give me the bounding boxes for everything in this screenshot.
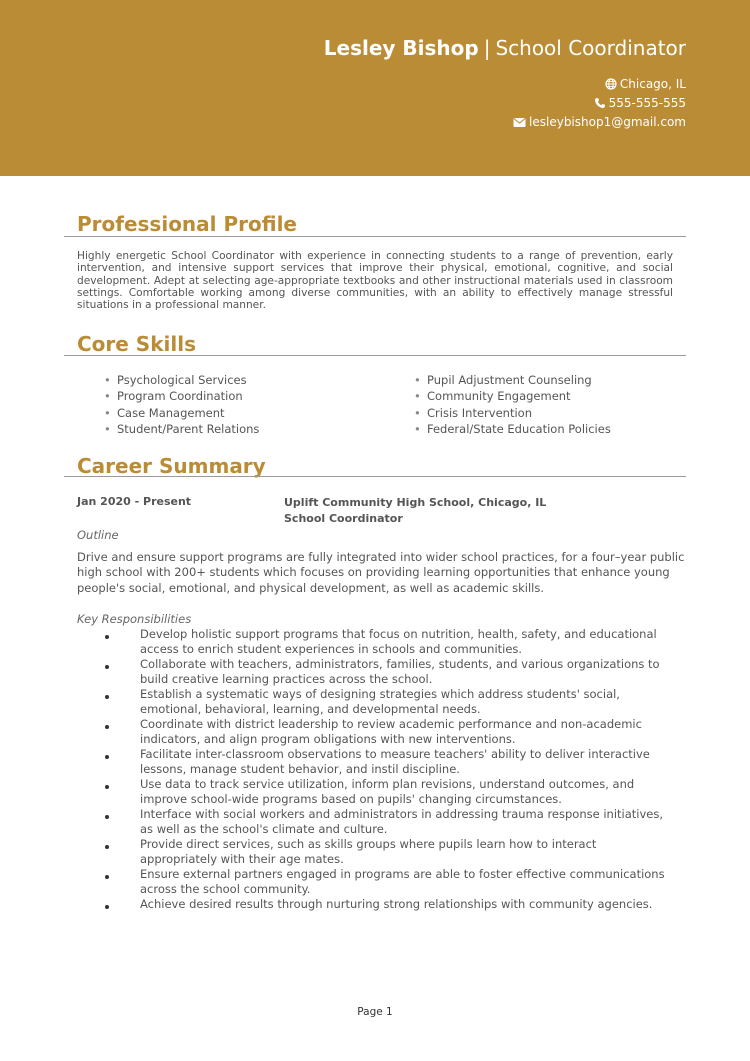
city-text: Chicago, IL <box>619 77 686 91</box>
phone-text: 555-555-555 <box>608 96 686 110</box>
skill-item: • Pupil Adjustment Counseling <box>414 372 611 388</box>
responsibilities-list <box>100 627 675 912</box>
phone-icon <box>594 97 606 109</box>
name-separator: | <box>483 36 491 60</box>
responsibilities-label: Key Responsibilities <box>77 612 192 626</box>
outline-label: Outline <box>77 528 119 542</box>
skills-list-left <box>104 372 259 438</box>
list-item: Provide direct services, such as skills groups where pupils learn how to interact appropriately with their age mates. <box>100 837 675 867</box>
job-outline: Drive and ensure support programs are fully integrated into wider school practices, for a four–year public high school with 200+ students which focuses on providing learning opportunities that enhance young people's social, emotional, and physical development, as well as academic skills. <box>77 550 685 595</box>
name-title-line <box>324 36 686 60</box>
candidate-name: Lesley Bishop <box>323 36 479 60</box>
skill-item: • Federal/State Education Policies <box>414 421 611 437</box>
resume-header <box>0 0 750 176</box>
envelope-icon <box>513 117 526 128</box>
skill-item: • Case Management <box>104 405 259 421</box>
skill-item: • Community Engagement <box>414 388 611 404</box>
skill-item: • Psychological Services <box>104 372 259 388</box>
skills-heading: Core Skills <box>77 332 196 356</box>
contact-phone <box>594 96 686 110</box>
list-item: Achieve desired results through nurturing strong relationships with community agencies. <box>100 897 675 912</box>
profile-heading: Professional Profile <box>77 212 297 236</box>
list-item: Facilitate inter-classroom observations to measure teachers' ability to deliver interactive lessons, manage student behavior, and instil discipline. <box>100 747 675 777</box>
list-item: Coordinate with district leadership to review academic performance and non-academic indicators, and align program obligations with new interventions. <box>100 717 675 747</box>
job-date: Jan 2020 - Present <box>77 495 192 508</box>
profile-divider <box>64 236 686 237</box>
company-name: Uplift Community High School, Chicago, IL <box>284 496 547 509</box>
contact-email <box>513 115 686 129</box>
list-item: Ensure external partners engaged in programs are able to foster effective communications across the school community. <box>100 867 675 897</box>
skill-item: • Student/Parent Relations <box>104 421 259 437</box>
job-employer <box>284 495 546 527</box>
list-item: Collaborate with teachers, administrators, families, students, and various organizations to build creative learning practices across the school. <box>100 657 675 687</box>
contact-city <box>605 77 686 91</box>
job-role: School Coordinator <box>284 512 403 525</box>
list-item: Interface with social workers and administrators in addressing trauma response initiatives, as well as the school's climate and culture. <box>100 807 675 837</box>
email-link[interactable]: lesleybishop1@gmail.com <box>529 115 686 129</box>
list-item: Use data to track service utilization, inform plan revisions, understand outcomes, and improve school-wide programs based on pupils' changing circumstances. <box>100 777 675 807</box>
skill-item: • Crisis Intervention <box>414 405 611 421</box>
page-number: Page 1 <box>357 1006 393 1018</box>
globe-icon <box>605 78 617 90</box>
career-divider <box>64 476 686 477</box>
profile-summary: Highly energetic School Coordinator with experience in connecting students to a range of prevention, early intervention, and intensive support services that improve their physical, emotional, cognitive, and social development. Adept at selecting age-appropriate textbooks and other instructional materials used in classroom settings. Comfortable working among diverse communities, with an ability to effectively manage stressful situations in a professional manner. <box>77 250 673 312</box>
list-item: Develop holistic support programs that focus on nutrition, health, safety, and educational access to enrich student experiences in schools and communities. <box>100 627 675 657</box>
skill-item: • Program Coordination <box>104 388 259 404</box>
career-heading: Career Summary <box>77 454 266 478</box>
skills-list-right <box>414 372 611 438</box>
list-item: Establish a systematic ways of designing strategies which address students' social, emotional, behavioral, learning, and developmental needs. <box>100 687 675 717</box>
skills-divider <box>64 355 686 356</box>
job-title: School Coordinator <box>495 36 686 60</box>
